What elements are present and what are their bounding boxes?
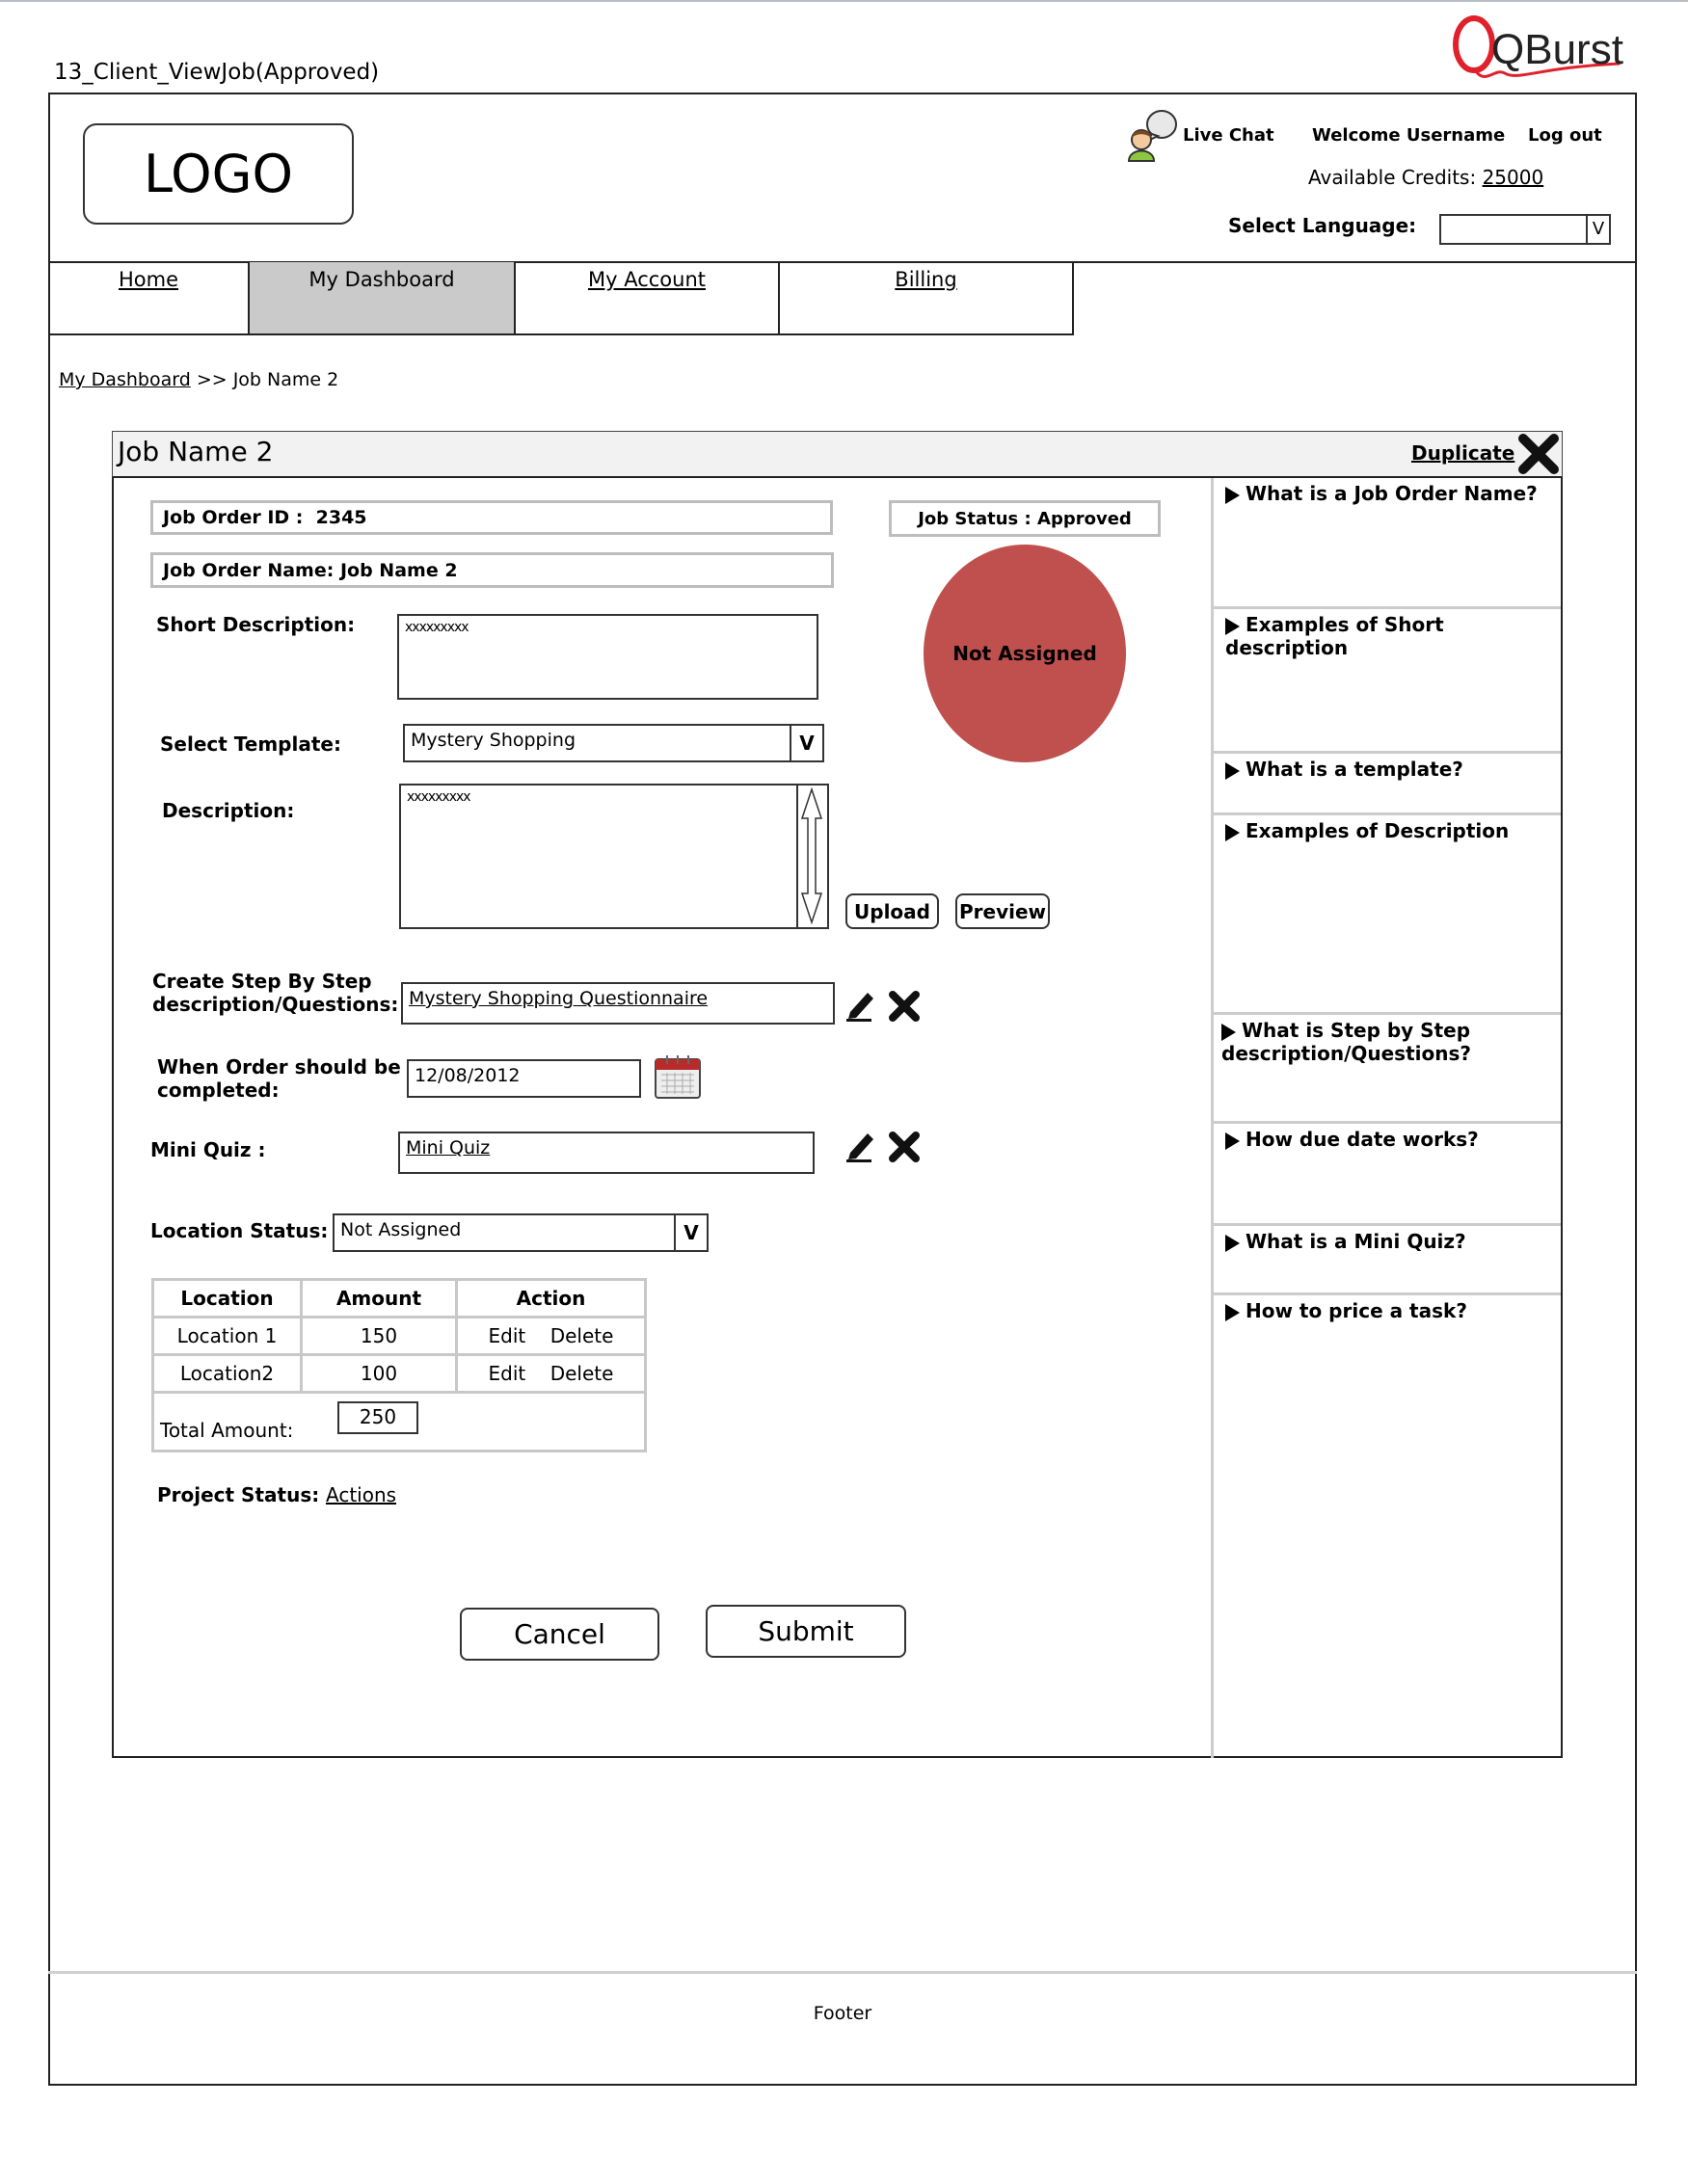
- job-status-value: Approved: [1037, 508, 1132, 529]
- help-item-due-date[interactable]: How due date works?: [1214, 1124, 1561, 1226]
- nav-tab-billing[interactable]: Billing: [780, 262, 1074, 333]
- delete-link[interactable]: Delete: [549, 1362, 614, 1385]
- preview-button[interactable]: Preview: [955, 893, 1050, 929]
- total-row: [153, 1393, 646, 1452]
- upload-button[interactable]: Upload: [845, 893, 939, 929]
- job-panel-header: [112, 431, 1563, 478]
- logout-link[interactable]: Log out: [1528, 125, 1602, 146]
- help-item-pricing[interactable]: How to price a task?: [1214, 1295, 1561, 1758]
- expand-triangle-icon: [1225, 618, 1240, 635]
- edit-pencil-icon[interactable]: [844, 987, 877, 1022]
- help-item-mini-quiz[interactable]: What is a Mini Quiz?: [1214, 1226, 1561, 1295]
- edit-pencil-icon[interactable]: [844, 1128, 877, 1162]
- chevron-down-icon[interactable]: V: [790, 726, 822, 760]
- credits-label: Available Credits:: [1308, 166, 1477, 189]
- credits-value-link[interactable]: 25000: [1482, 166, 1544, 189]
- chevron-down-icon[interactable]: V: [1586, 216, 1609, 243]
- edit-link[interactable]: Edit: [488, 1362, 526, 1385]
- language-select[interactable]: [1439, 214, 1611, 245]
- job-order-name-value: Job Name 2: [339, 559, 458, 581]
- location-status-value: Not Assigned: [340, 1219, 462, 1240]
- job-order-id-field: Job Order ID : 2345: [150, 500, 833, 535]
- delete-x-icon[interactable]: [887, 1130, 922, 1164]
- submit-button[interactable]: Submit: [706, 1605, 906, 1658]
- help-item-template[interactable]: What is a template?: [1214, 754, 1561, 815]
- logo-placeholder[interactable]: LOGO: [83, 123, 354, 225]
- footer: Footer: [813, 2003, 872, 2024]
- help-item-short-description[interactable]: Examples of Short description: [1214, 609, 1561, 754]
- live-chat-link[interactable]: Live Chat: [1183, 125, 1274, 146]
- table-row: Location2 100 Edit Delete: [153, 1355, 646, 1393]
- expand-triangle-icon: [1225, 1304, 1240, 1321]
- expand-triangle-icon: [1225, 762, 1240, 780]
- template-select[interactable]: [403, 724, 824, 762]
- qburst-logo: [1451, 12, 1624, 87]
- short-description-label: Short Description:: [156, 613, 356, 636]
- welcome-text: Welcome Username: [1312, 125, 1506, 146]
- total-amount-value: 250: [337, 1401, 418, 1434]
- mini-quiz-link[interactable]: Mini Quiz: [406, 1137, 491, 1159]
- project-status-label: Project Status:: [157, 1483, 320, 1506]
- description-scrollbar[interactable]: [796, 786, 827, 927]
- description-label: Description:: [162, 799, 295, 822]
- close-icon[interactable]: [1517, 433, 1560, 475]
- expand-triangle-icon: [1221, 1024, 1236, 1041]
- breadcrumb-dashboard-link[interactable]: My Dashboard: [59, 369, 191, 390]
- location-status-select[interactable]: [333, 1213, 709, 1252]
- total-amount-label: Total Amount:: [160, 1419, 294, 1442]
- top-border: [0, 0, 1688, 2]
- live-chat-icon[interactable]: [1125, 109, 1179, 163]
- table-header-row: Location Amount Action: [153, 1280, 646, 1318]
- breadcrumb-separator: >>: [196, 369, 228, 390]
- steps-questionnaire-link[interactable]: Mystery Shopping Questionnaire: [409, 988, 709, 1009]
- language-label: Select Language:: [1228, 214, 1417, 237]
- short-description-input[interactable]: xxxxxxxxx: [397, 614, 818, 700]
- help-sidebar: [1211, 478, 1561, 1758]
- description-textarea[interactable]: xxxxxxxxx: [399, 784, 829, 929]
- expand-triangle-icon: [1225, 824, 1240, 841]
- assignment-status-badge: Not Assigned: [924, 545, 1126, 762]
- steps-label: Create Step By Step description/Questions:: [152, 970, 399, 1016]
- project-actions-link[interactable]: Actions: [326, 1483, 397, 1506]
- steps-questionnaire-field[interactable]: [401, 982, 835, 1025]
- mini-quiz-label: Mini Quiz :: [150, 1138, 266, 1161]
- footer-divider: [48, 1971, 1637, 1974]
- calendar-icon[interactable]: [654, 1053, 702, 1102]
- nav-tab-my-account[interactable]: My Account: [516, 262, 780, 333]
- breadcrumb: [59, 369, 338, 390]
- template-value: Mystery Shopping: [411, 730, 576, 751]
- svg-text:QBurst: QBurst: [1491, 26, 1623, 73]
- page-title: 13_Client_ViewJob(Approved): [54, 60, 380, 85]
- location-status-label: Location Status:: [150, 1219, 329, 1242]
- locations-table: [151, 1278, 647, 1452]
- template-label: Select Template:: [160, 732, 341, 756]
- help-item-description[interactable]: Examples of Description: [1214, 815, 1561, 1015]
- expand-triangle-icon: [1225, 487, 1240, 504]
- main-nav: [49, 262, 1074, 335]
- help-item-step-by-step[interactable]: What is Step by Step description/Questions?: [1214, 1015, 1561, 1124]
- expand-triangle-icon: [1225, 1132, 1240, 1150]
- nav-tab-home[interactable]: Home: [49, 262, 250, 333]
- chevron-down-icon[interactable]: V: [674, 1215, 707, 1250]
- due-date-input[interactable]: 12/08/2012: [407, 1059, 641, 1098]
- mini-quiz-field[interactable]: [398, 1132, 815, 1174]
- due-date-label: When Order should be completed:: [157, 1055, 401, 1102]
- job-status-box: Job Status : Approved: [889, 500, 1161, 537]
- edit-link[interactable]: Edit: [488, 1324, 526, 1347]
- nav-tab-my-dashboard[interactable]: My Dashboard: [250, 262, 516, 333]
- table-row: Location 1 150 Edit Delete: [153, 1318, 646, 1355]
- available-credits: [1308, 166, 1543, 189]
- breadcrumb-current: Job Name 2: [232, 369, 339, 390]
- help-item-job-order-name[interactable]: What is a Job Order Name?: [1214, 478, 1561, 609]
- cancel-button[interactable]: Cancel: [460, 1608, 659, 1661]
- job-panel-title: Job Name 2: [118, 436, 274, 467]
- job-order-name-field: Job Order Name: Job Name 2: [150, 552, 834, 588]
- duplicate-link[interactable]: Duplicate: [1411, 441, 1515, 465]
- delete-link[interactable]: Delete: [549, 1324, 614, 1347]
- expand-triangle-icon: [1225, 1235, 1240, 1252]
- delete-x-icon[interactable]: [887, 989, 922, 1024]
- job-order-id-value: 2345: [315, 507, 367, 528]
